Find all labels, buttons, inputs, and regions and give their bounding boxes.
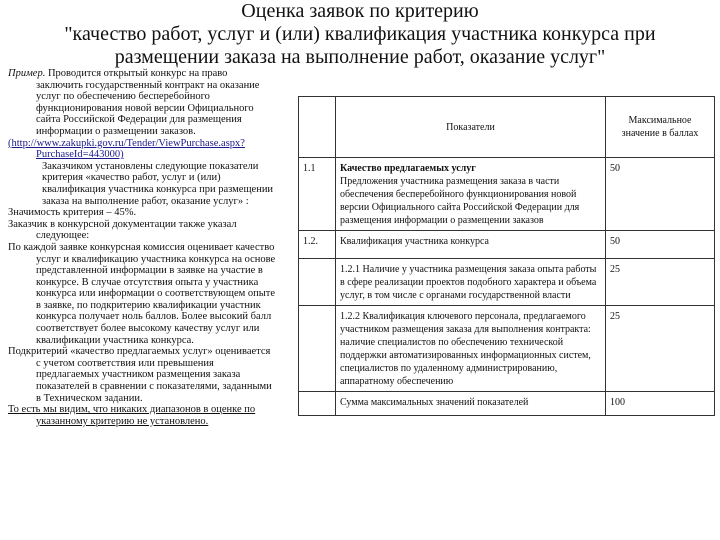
table-row: [299, 259, 715, 306]
purchase-link[interactable]: (http://www.zakupki.gov.ru/Tender/ViewPurchase.aspx?PurchaseId=443000): [8, 137, 245, 161]
row-max: 25: [606, 259, 715, 306]
example-label: Пример.: [8, 68, 46, 79]
docs-paragraph: Заказчик в конкурсной документации также указал следующее:: [8, 218, 237, 242]
subcriterion-paragraph: Подкритерий «качество предлагаемых услуг» оценивается с учетом соответствия или превышения предлагаемых участником размещения заказа показателей в сравнении с показателями, заданными в Техническом задании.: [8, 346, 272, 404]
criteria-table: [298, 96, 715, 416]
row-num: [299, 306, 336, 392]
row-max: 50: [606, 231, 715, 259]
header-max: Максимальное значение в баллах: [606, 97, 715, 158]
table-row: [299, 392, 715, 416]
evaluation-paragraph: По каждой заявке конкурсная комиссия оценивает качество услуг и квалификацию участника конкурса на основе представленной информации в заявке на участие в конкурсе. В случае отсутствия опыта у участника конкурса или информации о соответствующем опыте в заявке, по подкритерию квалификации участник конкурса получает ноль баллов. Более высокий балл соответствует более высокому качеству услуг или квалификации участника конкурса.: [8, 241, 276, 346]
row-num: [299, 392, 336, 416]
row-num: 1.1: [299, 158, 336, 231]
row-num: 1.2.: [299, 231, 336, 259]
customer-paragraph: Заказчиком установлены следующие показатели критерия «качество работ, услуг и (или) квалификация участника конкурса при размещении заказа на выполнение работ, оказание услуг» :: [42, 160, 274, 207]
conclusion-paragraph: То есть мы видим, что никаких диапазонов в оценке по указанному критерию не установлено.: [8, 404, 256, 427]
row-max: 50: [606, 158, 715, 231]
table-row: [299, 306, 715, 392]
table-row: [299, 158, 715, 231]
example-paragraph: [8, 68, 276, 138]
total-value: 100: [606, 392, 715, 416]
row-indicator: 1.2.2 Квалификация ключевого персонала, предлагаемого участником размещения заказа для выполнения контракта: наличие специалистов по обеспечению технической поддержки автоматизированных информационных систем, специалистов по удаленному администрированию, аппаратному обеспечению: [336, 306, 606, 392]
purchase-link-paragraph: [8, 138, 276, 161]
header-num-cell: [299, 97, 336, 158]
row-max: 25: [606, 306, 715, 392]
total-label: Сумма максимальных значений показателей: [336, 392, 606, 416]
title-line-2: "качество работ, услуг и (или) квалификация участника конкурса при: [64, 23, 656, 45]
table-header-row: [299, 97, 715, 158]
example-text: Проводится открытый конкурс на право заключить государственный контракт на оказание услуг по обеспечению бесперебойного функционирования новой версии Официального сайта Российской Федерации для размещения информации о размещении заказов.: [36, 68, 260, 137]
table-row: [299, 231, 715, 259]
page-title: [30, 0, 690, 69]
row-title: Квалификация участника конкурса: [336, 231, 606, 259]
row-indicator: [336, 158, 606, 231]
row-indicator: 1.2.1 Наличие у участника размещения заказа опыта работы в сфере реализации проектов подобного характера и объема услуг, в том числе с органами государственной власти: [336, 259, 606, 306]
header-indicators: Показатели: [336, 97, 606, 158]
title-line-3: размещении заказа на выполнение работ, оказание услуг": [114, 46, 606, 68]
row-description: Предложения участника размещения заказа в части обеспечения бесперебойного функционирования новой версии Официального сайта Российской Федерации для размещения информации о размещении заказов: [340, 176, 580, 226]
left-description: [8, 68, 276, 427]
title-line-1: Оценка заявок по критерию: [241, 0, 479, 22]
row-num: [299, 259, 336, 306]
weight-paragraph: Значимость критерия – 45%.: [8, 207, 137, 219]
row-title: Качество предлагаемых услуг: [340, 163, 476, 174]
